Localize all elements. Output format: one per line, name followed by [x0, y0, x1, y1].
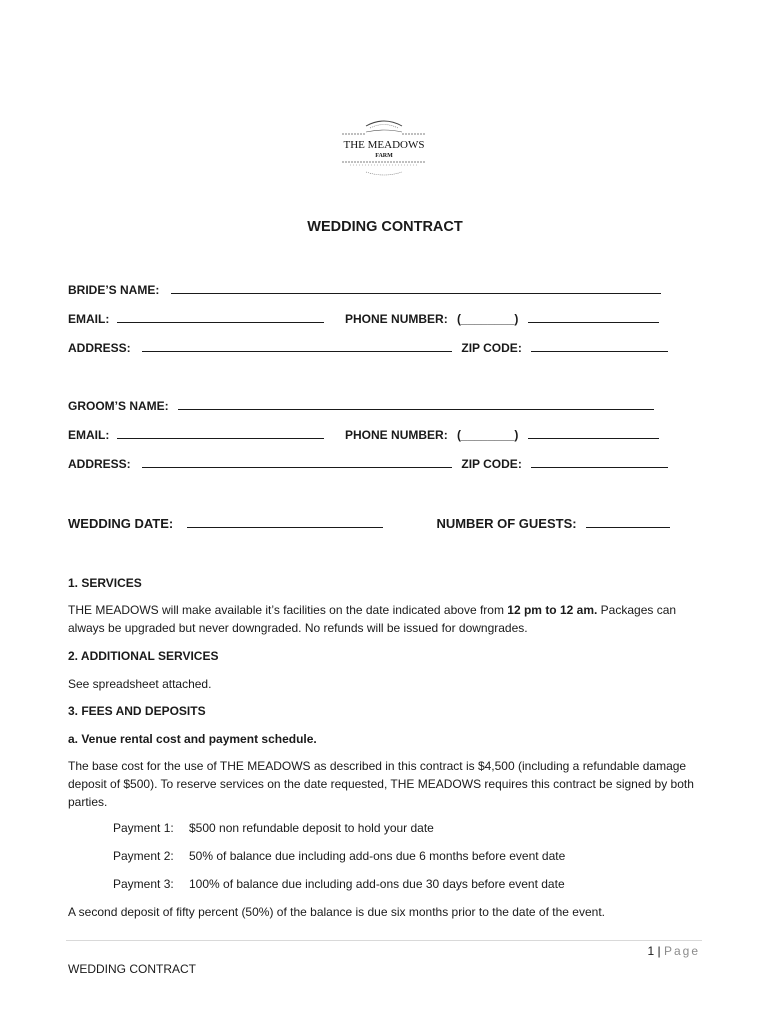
- guests-field[interactable]: [586, 516, 670, 528]
- logo-subtitle: FARM: [375, 153, 393, 159]
- groom-phone-label: PHONE NUMBER:: [345, 428, 448, 442]
- bride-email-label: EMAIL:: [68, 312, 110, 326]
- groom-phone-field[interactable]: [528, 427, 659, 439]
- venue-rental-text: The base cost for the use of THE MEADOWS as described in this contract is $4,500 (including a refundable damage deposit of $500). To reserve services on the date requested, THE MEADOWS requires this contract be signed by both parties.: [68, 759, 694, 809]
- groom-email-field[interactable]: [117, 427, 324, 439]
- event-row: [68, 516, 670, 531]
- footer-divider: [66, 940, 702, 941]
- page-separator: |: [657, 944, 661, 958]
- guests-label: NUMBER OF GUESTS:: [436, 516, 577, 531]
- bride-email-field[interactable]: [117, 311, 324, 323]
- groom-name-label: GROOM’S NAME:: [68, 399, 169, 413]
- fees-heading: 3. FEES AND DEPOSITS: [68, 704, 206, 718]
- bride-address-label: ADDRESS:: [68, 341, 131, 355]
- bride-name-label: BRIDE’S NAME:: [68, 283, 160, 297]
- groom-address-label: ADDRESS:: [68, 457, 131, 471]
- venue-logo: [336, 112, 432, 182]
- payment-3-label: Payment 3:: [113, 877, 174, 891]
- groom-address-field[interactable]: [142, 456, 452, 468]
- wedding-date-field[interactable]: [187, 516, 383, 528]
- page-word: Page: [663, 944, 700, 958]
- bride-address-row: [68, 340, 668, 355]
- wedding-date-label: WEDDING DATE:: [68, 516, 174, 531]
- groom-contact-row: [68, 427, 659, 442]
- venue-rental-heading: a. Venue rental cost and payment schedule.: [68, 732, 317, 746]
- bride-name-field[interactable]: [171, 282, 661, 294]
- groom-address-row: [68, 456, 668, 471]
- groom-name-row: [68, 398, 654, 413]
- bride-phone-field[interactable]: [528, 311, 659, 323]
- bride-zip-field[interactable]: [531, 340, 668, 352]
- bride-address-field[interactable]: [142, 340, 452, 352]
- bride-phone-area[interactable]: (________): [457, 312, 519, 326]
- services-text-a: THE MEADOWS will make available it’s facilities on the date indicated above from: [68, 603, 508, 617]
- payment-1-text: $500 non refundable deposit to hold your date: [189, 821, 434, 835]
- document-title: WEDDING CONTRACT: [307, 219, 463, 235]
- second-deposit-text: A second deposit of fifty percent (50%) of the balance is due six months prior to the date of the event.: [68, 905, 605, 919]
- groom-name-field[interactable]: [178, 398, 654, 410]
- payment-2-text: 50% of balance due including add-ons due 6 months before event date: [189, 849, 566, 863]
- additional-services-heading: 2. ADDITIONAL SERVICES: [68, 649, 219, 663]
- payment-1-label: Payment 1:: [113, 821, 174, 835]
- bride-name-row: [68, 282, 661, 297]
- bride-phone-label: PHONE NUMBER:: [345, 312, 448, 326]
- services-heading: 1. SERVICES: [68, 576, 142, 590]
- page-number-value: 1: [647, 944, 655, 958]
- bride-zip-label: ZIP CODE:: [461, 341, 522, 355]
- services-paragraph: [68, 601, 708, 637]
- groom-zip-field[interactable]: [531, 456, 668, 468]
- page-number: [647, 944, 700, 958]
- logo-name: THE MEADOWS: [343, 139, 425, 151]
- groom-zip-label: ZIP CODE:: [461, 457, 522, 471]
- groom-phone-area[interactable]: (________): [457, 428, 519, 442]
- payment-2-label: Payment 2:: [113, 849, 174, 863]
- additional-services-text: See spreadsheet attached.: [68, 677, 212, 691]
- footer-document-title: WEDDING CONTRACT: [68, 962, 196, 976]
- bride-contact-row: [68, 311, 659, 326]
- services-text-b: Packages can always be upgraded but never downgraded. No refunds will be issued for downgrades.: [68, 603, 677, 635]
- payment-3-text: 100% of balance due including add-ons due 30 days before event date: [189, 877, 565, 891]
- groom-email-label: EMAIL:: [68, 428, 110, 442]
- services-hours: 12 pm to 12 am.: [507, 603, 598, 617]
